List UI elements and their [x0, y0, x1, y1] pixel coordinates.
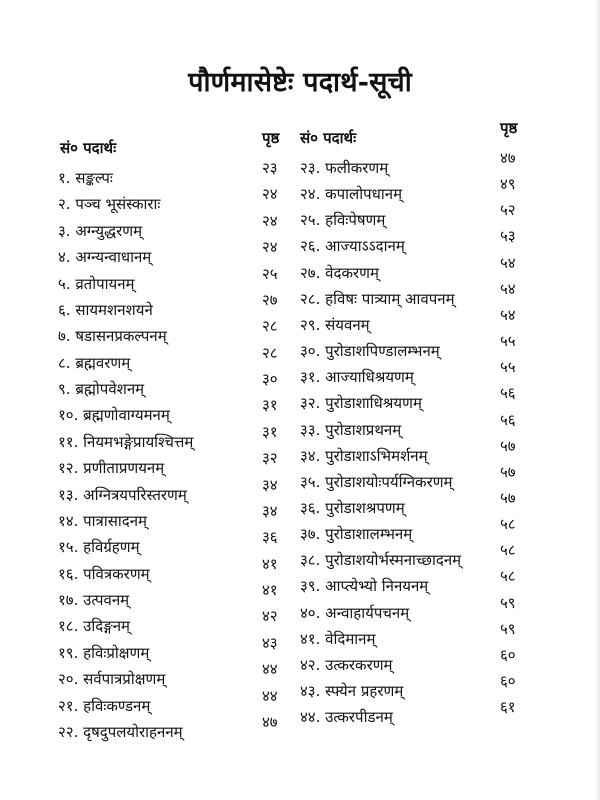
right-index-item: ३५. पुरोडाशयोःपर्यग्निकरणम् — [300, 472, 453, 491]
right-index-item: २३. फलीकरणम् — [300, 159, 389, 177]
left-index-page-number: ४२ — [262, 607, 278, 626]
right-index-item: २९. संयवनम् — [300, 315, 370, 334]
left-index-item: १०. ब्रह्मणोवाग्यमनम् — [58, 406, 170, 425]
left-index-page-number: ३१ — [262, 422, 278, 441]
right-index-item: ३३. पुरोडाशप्रथनम् — [300, 420, 402, 439]
right-index-page-number: ६१ — [500, 698, 516, 717]
left-index-page-number: २४ — [262, 238, 278, 257]
right-index-page-number: ५८ — [500, 515, 516, 534]
right-index-page-number: ५३ — [500, 227, 516, 246]
right-index-page-number: ६० — [500, 672, 516, 690]
right-index-item: २७. वेदकरणम् — [300, 263, 379, 282]
left-index-item: ३. अग्न्युद्धरणम् — [58, 221, 143, 240]
left-index-item: २०. सर्वपात्रप्रोक्षणम् — [58, 670, 166, 689]
left-index-item: ४. अग्न्यन्वाधानम् — [58, 248, 152, 267]
left-header-sn-padartha: सं० पदार्थः — [60, 139, 117, 157]
right-index-page-number: ५६ — [500, 384, 516, 403]
right-index-item: ४४. उत्करपीडनम् — [300, 708, 393, 727]
right-index-page-number: ६० — [500, 645, 516, 664]
left-index-page-number: ४४ — [262, 686, 278, 705]
right-index-page-number: ५९ — [500, 593, 516, 612]
right-index-item: ३०. पुरोडाशपिण्डालम्भनम् — [300, 342, 440, 361]
left-index-item: १६. पवित्रकरणम् — [58, 564, 150, 583]
right-index-item: ३४. पुरोडाशाऽभिमर्शनम् — [300, 446, 428, 465]
right-index-page-number: ५७ — [500, 436, 516, 455]
right-index-item: ४२. उत्करकरणम् — [300, 655, 393, 674]
right-index-page-number: ५५ — [500, 332, 516, 351]
left-index-page-number: ३० — [262, 370, 278, 389]
left-index-item: १९. हविःप्रोक्षणम् — [58, 643, 150, 662]
left-index-page-number: ४१ — [262, 554, 278, 573]
left-index-page-number: ४१ — [262, 581, 278, 600]
right-index-page-number: ५६ — [500, 410, 516, 429]
right-index-page-number: ५४ — [500, 253, 516, 272]
right-index-page-number: ५८ — [500, 541, 516, 560]
right-index-item: ३७. पुरोडाशालम्भनम् — [300, 525, 413, 544]
right-index-page-number: ५९ — [500, 619, 516, 638]
right-index-page-number: ५७ — [500, 488, 516, 507]
left-index-page-number: २४ — [262, 185, 278, 204]
left-index-page-number: ३१ — [262, 396, 278, 415]
right-index-item: ४०. अन्वाहार्यपचनम् — [300, 603, 410, 622]
left-index-item: २. पञ्च भूसंस्काराः — [58, 195, 161, 214]
left-index-item: १७. उत्पवनम् — [58, 591, 130, 610]
left-index-page-number: ४३ — [262, 633, 278, 652]
page-title: पौर्णमासेष्टेः पदार्थ-सूची — [188, 67, 412, 98]
right-index-page-number: ४९ — [500, 175, 516, 194]
left-index-page-number: ४४ — [262, 660, 278, 679]
left-index-item: १२. प्रणीताप्रणयनम् — [58, 459, 165, 478]
left-index-item: ७. षडासनप्रकल्पनम् — [58, 327, 167, 346]
left-index-item: १८. उदिङ्गनम् — [58, 617, 130, 636]
right-index-item: २५. हविःपेषणम् — [300, 211, 386, 230]
right-index-item: ३८. पुरोडाशयोर्भस्मनाच्छादनम् — [300, 551, 462, 570]
left-index-item: २२. दृषदुपलयोराहननम् — [58, 722, 183, 741]
left-index-item: १४. पात्रासादनम् — [58, 511, 147, 530]
right-index-item: ३९. आप्त्येभ्यो निनयनम् — [300, 577, 429, 596]
left-header-page: पृष्ठ — [262, 129, 280, 147]
right-index-item: ४१. वेदिमानम् — [300, 629, 376, 648]
right-index-item: ३६. पुरोडाशश्रपणम् — [300, 498, 405, 517]
right-index-page-number: ५४ — [500, 279, 516, 298]
right-index-page-number: ५४ — [500, 305, 516, 324]
right-index-item: ३२. पुरोडाशाधिश्रयणम् — [300, 394, 422, 413]
left-index-page-number: ३२ — [262, 449, 278, 468]
left-index-page-number: ४७ — [262, 712, 278, 731]
left-index-item: १. सङ्कल्पः — [58, 169, 113, 187]
left-index-page-number: ३४ — [262, 475, 278, 494]
right-header-page: पृष्ठ — [500, 119, 518, 137]
left-index-item: २१. हविःकण्डनम् — [58, 696, 151, 715]
right-index-page-number: ५५ — [500, 358, 516, 377]
left-index-item: १५. हविर्ग्रहणम् — [58, 538, 140, 557]
page-edge-shadow — [594, 0, 600, 800]
left-index-item: ८. ब्रह्मवरणम् — [58, 353, 131, 372]
right-header-sn-padartha: सं० पदार्थः — [300, 129, 357, 147]
left-index-page-number: २३ — [262, 159, 278, 177]
left-index-page-number: ३६ — [262, 528, 278, 547]
right-index-page-number: ५२ — [500, 201, 516, 220]
left-index-page-number: ३४ — [262, 501, 278, 520]
left-index-page-number: २८ — [262, 317, 278, 336]
left-index-page-number: २५ — [262, 264, 278, 283]
right-index-item: २४. कपालोपधानम् — [300, 185, 403, 204]
left-index-item: ९. ब्रह्मोपवेशनम् — [58, 380, 145, 399]
left-index-item: ५. व्रतोपायनम् — [58, 274, 135, 293]
right-index-item: ३१. आज्याधिश्रयणम् — [300, 368, 414, 387]
right-index-item: २८. हविषः पात्र्याम् आवपनम् — [300, 289, 455, 308]
right-index-page-number: ५७ — [500, 462, 516, 481]
left-index-item: ११. नियमभङ्गेप्रायश्चित्तम् — [58, 432, 194, 451]
right-index-item: २६. आज्याऽऽदानम् — [300, 237, 405, 256]
left-index-page-number: २७ — [262, 290, 278, 309]
left-index-page-number: २४ — [262, 211, 278, 230]
left-index-item: ६. सायमशनशयने — [58, 300, 153, 319]
left-index-item: १३. अग्नित्रयपरिस्तरणम् — [58, 485, 187, 504]
right-index-page-number: ४७ — [500, 149, 516, 167]
left-index-page-number: २८ — [262, 343, 278, 362]
right-index-item: ४३. स्फ्येन प्रहरणम् — [300, 682, 404, 700]
right-index-page-number: ५८ — [500, 567, 516, 586]
